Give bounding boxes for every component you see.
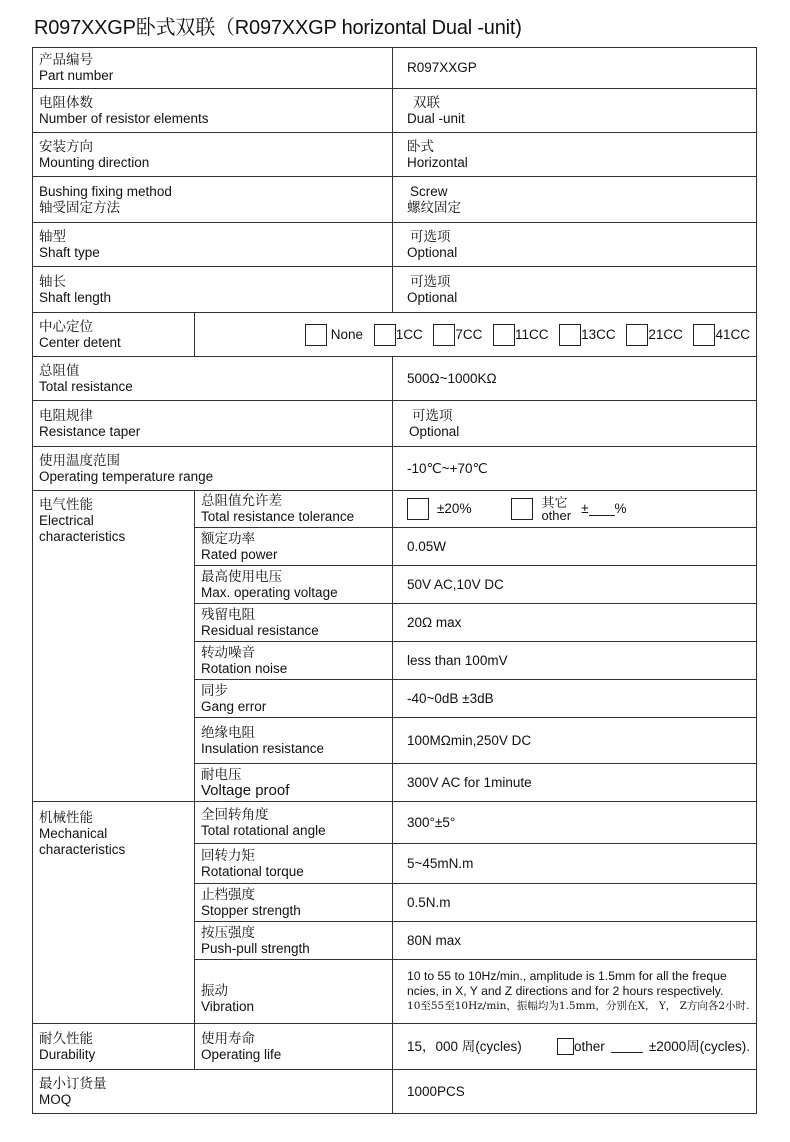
max-voltage-label-en: Max. operating voltage (201, 584, 338, 600)
checkbox[interactable] (559, 324, 581, 346)
shaft-length-value-en: Optional (407, 289, 458, 305)
tolerance-20-checkbox[interactable] (407, 498, 429, 520)
row-tolerance (33, 491, 757, 528)
mounting-value-cn: 卧式 (407, 138, 435, 154)
tolerance-other-checkbox[interactable] (511, 498, 533, 520)
push-pull-value: 80N max (407, 932, 462, 948)
durability-label-cn: 耐久性能 (39, 1030, 93, 1046)
mounting-label-cn: 安装方向 (39, 138, 93, 154)
checkbox[interactable] (433, 324, 455, 346)
residual-label-cn: 残留电阻 (201, 606, 255, 622)
push-pull-label-cn: 按压强度 (201, 924, 255, 940)
gang-error-label-cn: 同步 (201, 682, 228, 698)
noise-label-en: Rotation noise (201, 660, 288, 676)
bushing-value-cn: 螺纹固定 (407, 199, 462, 215)
mechanical-label-cn: 机械性能 (39, 810, 93, 825)
torque-value: 5~45mN.m (407, 855, 474, 871)
tolerance-pm: ± (581, 501, 589, 516)
detent-option-1cc[interactable]: 1CC (374, 324, 423, 346)
total-resistance-value: 500Ω~1000KΩ (407, 370, 497, 386)
detent-label-cn: 中心定位 (39, 318, 93, 334)
row-part-number (33, 48, 757, 89)
rated-power-label-en: Rated power (201, 546, 278, 562)
vibration-text-line1: 10 to 55 to 10Hz/min., amplitude is 1.5mm for all the freque (407, 969, 727, 983)
electrical-group (33, 491, 195, 802)
angle-label-en: Total rotational angle (201, 822, 326, 838)
mounting-label-en: Mounting direction (39, 154, 150, 170)
elements-value-cn: 双联 (413, 94, 441, 110)
row-center-detent (33, 313, 757, 357)
detent-option-41cc[interactable]: 41CC (693, 324, 750, 346)
residual-label-en: Residual resistance (201, 622, 319, 638)
detent-option-7cc[interactable]: 7CC (433, 324, 482, 346)
row-resistance-taper (33, 401, 757, 447)
temp-label-en: Operating temperature range (39, 468, 214, 484)
residual-value: 20Ω max (407, 614, 462, 630)
tolerance-other-cn: 其它 (541, 495, 568, 510)
shaft-length-value-cn: 可选项 (410, 273, 451, 289)
elements-label-en: Number of resistor elements (39, 110, 209, 126)
tolerance-20-label: ±20% (437, 501, 472, 516)
shaft-length-label-en: Shaft length (39, 289, 112, 305)
moq-value: 1000PCS (407, 1083, 465, 1099)
taper-label-en: Resistance taper (39, 423, 141, 439)
vibration-text-line2: ncies, in X, Y and Z directions and for 2 hours respectively. (407, 984, 724, 998)
row-shaft-type (33, 223, 757, 267)
shaft-type-value-en: Optional (407, 244, 458, 260)
insulation-value: 100MΩmin,250V DC (407, 732, 532, 748)
elements-value-en: Dual -unit (407, 110, 465, 126)
rated-power-value: 0.05W (407, 538, 447, 554)
shaft-length-label-cn: 轴长 (39, 273, 66, 289)
row-moq (33, 1070, 757, 1114)
noise-value: less than 100mV (407, 652, 508, 668)
tolerance-pct: % (614, 501, 627, 516)
detent-option-21cc[interactable]: 21CC (626, 324, 683, 346)
bushing-label-en: Bushing fixing method (39, 183, 172, 199)
electrical-label-cn: 电气性能 (39, 497, 93, 512)
shaft-type-label-cn: 轴型 (39, 228, 66, 244)
tolerance-options (399, 496, 750, 522)
shaft-type-value-cn: 可选项 (410, 228, 451, 244)
voltage-proof-label-cn: 耐电压 (201, 766, 242, 782)
operating-life-blank[interactable] (611, 1040, 643, 1053)
torque-label-en: Rotational torque (201, 863, 304, 879)
row-bushing-fixing (33, 177, 757, 223)
temp-value: -10℃~+70℃ (407, 460, 488, 476)
taper-label-cn: 电阻规律 (39, 407, 93, 423)
bushing-label-cn: 轴受固定方法 (39, 199, 120, 215)
operating-life-suffix: ±2000周(cycles). (648, 1038, 751, 1054)
operating-life-label-cn: 使用寿命 (201, 1030, 255, 1046)
angle-value: 300°±5° (407, 814, 456, 830)
row-resistor-elements (33, 89, 757, 133)
shaft-type-label-en: Shaft type (39, 244, 100, 260)
operating-life-other-checkbox[interactable] (557, 1038, 574, 1055)
mechanical-label-en2: characteristics (39, 842, 126, 857)
part-number-label-cn: 产品编号 (39, 52, 93, 67)
tolerance-blank[interactable] (589, 503, 615, 516)
detent-options (305, 324, 750, 346)
push-pull-label-en: Push-pull strength (201, 940, 310, 956)
vibration-label-cn: 振动 (201, 982, 228, 998)
tolerance-other-en: other (541, 508, 572, 523)
mechanical-group (33, 802, 195, 1024)
max-voltage-label-cn: 最高使用电压 (201, 568, 282, 584)
mechanical-label-en1: Mechanical (39, 826, 108, 841)
row-mounting-direction (33, 133, 757, 177)
detent-option-none[interactable]: None (305, 324, 363, 346)
detent-option-11cc[interactable]: 11CC (493, 324, 549, 346)
stopper-label-en: Stopper strength (201, 902, 301, 918)
moq-label-en: MOQ (39, 1091, 72, 1107)
mounting-value-en: Horizontal (407, 154, 468, 170)
torque-label-cn: 回转力矩 (201, 847, 255, 863)
total-resistance-label-en: Total resistance (39, 378, 133, 394)
voltage-proof-label-en: Voltage proof (201, 781, 290, 799)
row-temperature-range (33, 447, 757, 491)
row-shaft-length (33, 267, 757, 313)
taper-value-en: Optional (409, 423, 460, 439)
checkbox[interactable] (693, 324, 715, 346)
operating-life-value: 15，000 周(cycles) (407, 1038, 522, 1054)
gang-error-value: -40~0dB ±3dB (407, 690, 494, 706)
bushing-value-en: Screw (410, 183, 448, 199)
checkbox[interactable] (374, 324, 396, 346)
row-total-resistance (33, 357, 757, 401)
max-voltage-value: 50V AC,10V DC (407, 576, 504, 592)
checkbox[interactable] (626, 324, 648, 346)
temp-label-cn: 使用温度范围 (39, 452, 120, 468)
rated-power-label-cn: 额定功率 (201, 530, 255, 546)
part-number-label-en: Part number (39, 68, 114, 83)
electrical-label-en2: characteristics (39, 529, 126, 544)
tolerance-label-cn: 总阻值允许差 (201, 493, 282, 508)
voltage-proof-value: 300V AC for 1minute (407, 774, 532, 790)
operating-life-other-label: other (574, 1038, 605, 1054)
part-number-value: R097XXGP (407, 60, 477, 75)
operating-life-label-en: Operating life (201, 1046, 282, 1062)
insulation-label-en: Insulation resistance (201, 740, 325, 756)
vibration-text-line3: 10至55至10Hz/min，振幅均为1.5mm，分别在X， Y， Z方向各2小时. (407, 1000, 750, 1012)
taper-value-cn: 可选项 (412, 407, 453, 423)
operating-life-values (399, 1038, 750, 1055)
insulation-label-cn: 绝缘电阻 (201, 724, 255, 740)
tolerance-label-en: Total resistance tolerance (201, 509, 355, 524)
stopper-value: 0.5N.m (407, 894, 451, 910)
noise-label-cn: 转动噪音 (201, 644, 255, 660)
row-durability (33, 1024, 757, 1070)
row-rotational-angle (33, 802, 757, 844)
stopper-label-cn: 止档强度 (201, 886, 255, 902)
checkbox[interactable] (493, 324, 515, 346)
spec-table (32, 47, 757, 1114)
angle-label-cn: 全回转角度 (201, 806, 269, 822)
gang-error-label-en: Gang error (201, 698, 267, 714)
page-title: R097XXGP卧式双联（R097XXGP horizontal Dual -unit) (34, 17, 522, 39)
detent-label-en: Center detent (39, 334, 121, 350)
moq-label-cn: 最小订货量 (39, 1075, 107, 1091)
vibration-label-en: Vibration (201, 998, 255, 1014)
elements-label-cn: 电阻体数 (39, 94, 93, 110)
detent-option-13cc[interactable]: 13CC (559, 324, 616, 346)
total-resistance-label-cn: 总阻值 (39, 362, 80, 378)
checkbox[interactable] (305, 324, 327, 346)
durability-label-en: Durability (39, 1046, 96, 1062)
electrical-label-en1: Electrical (39, 513, 94, 528)
